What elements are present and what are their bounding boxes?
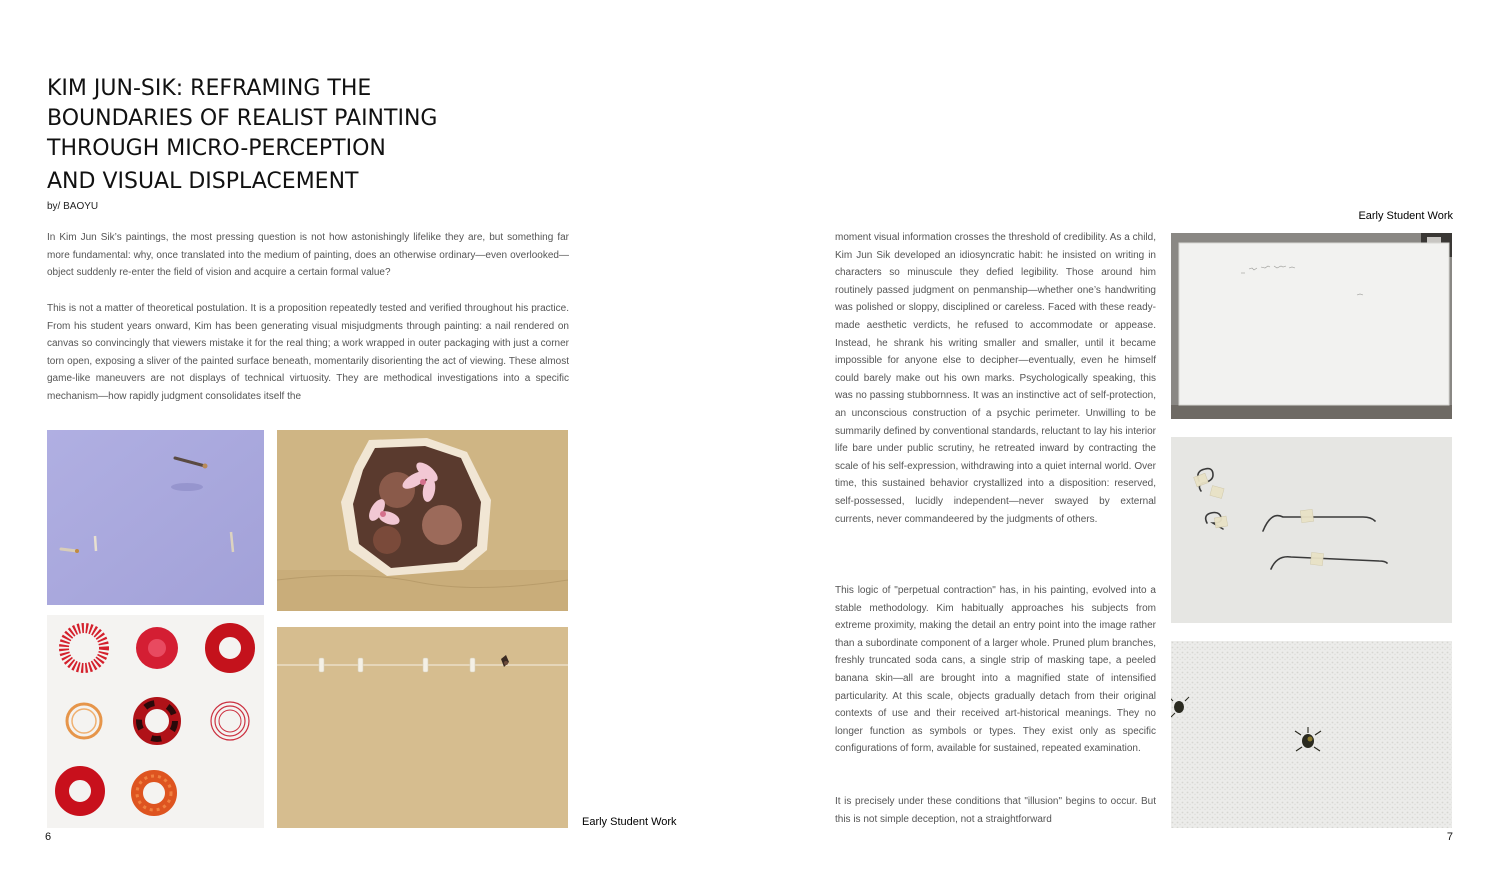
title-line-2: BOUNDARIES OF REALIST PAINTING [47, 106, 438, 131]
red-circles-painting [47, 615, 264, 828]
title-line-1: KIM JUN-SIK: REFRAMING THE [47, 76, 372, 101]
white-canvas-tiny-writing [1171, 233, 1452, 419]
body-paragraph-left-2: This is not a matter of theoretical postulation. It is a proposition repeatedly tested and verified throughout his practice. From his student years onward, Kim has been generating visual misjudgments through painting: a nail rendered on canvas so convincingly that viewers mistake it for the real thing; a work wrapped in outer packaging with just a corner torn open, exposing a sliver of the painted surface beneath, momentarily disorienting the act of viewing. These almost game-like maneuvers are not displays of technical virtuosity. They are methodical investigations into a specific mechanism—how rapidly judgment consolidates itself the [47, 303, 569, 402]
clothespins-on-kraft-painting [277, 627, 568, 828]
title-line-4: AND VISUAL DISPLACEMENT [47, 169, 359, 194]
title-line-3: THROUGH MICRO-PERCEPTION [47, 136, 386, 161]
article-title [47, 74, 567, 197]
page-number-left: 6 [45, 831, 52, 843]
caption-left: Early Student Work [582, 816, 677, 828]
wire-and-tape-painting [1171, 437, 1452, 623]
nails-on-lavender-painting [47, 430, 264, 605]
textured-white-with-insects [1171, 641, 1452, 828]
body-paragraph-left-1: In Kim Jun Sik’s paintings, the most pressing question is not how astonishingly lifelike they are, but something far more fundamental: why, once translated into the medium of painting, does an otherwise ordinary—even overlooked—object suddenly re-enter the field of vision and acquire a certain formal value? [47, 232, 569, 279]
page-number-right: 7 [1446, 831, 1453, 843]
torn-package-flower-painting [277, 430, 568, 611]
body-paragraph-right-3: It is precisely under these conditions that "illusion" begins to occur. But this is not simple deception, not a straightforward [835, 796, 1156, 825]
body-paragraph-right-1: moment visual information crosses the threshold of credibility. As a child, Kim Jun Sik developed an idiosyncratic habit: he insisted on writing in characters so minuscule they defied legibility. Those around him routinely passed judgment on penmanship—whether one’s handwriting was polished or sloppy, disciplined or careless. Faced with these ready-made aesthetic verdicts, he refused to accommodate or appease. Instead, he shrank his writing smaller and smaller, until it became impossible for anyone else to decipher—eventually, even he himself could barely make out his own marks. Psychologically speaking, this was no passing stubbornness. It was an instinctive act of self-protection, an unconscious construction of a psychic perimeter. Unwilling to be summarily defined by conventional standards, reluctant to lay his interior life bare under public scrutiny, he retreated inward by contracting the scale of his self-expression, withdrawing into a quiet internal world. Over time, this sustained behavior crystallized into a disposition: reserved, self-possessed, lucidly independent—never swayed by external currents, never commandeered by the judgments of others. [835, 232, 1156, 525]
body-paragraph-right-2: This logic of "perpetual contraction" has, in his painting, evolved into a stable methodology. Kim habitually approaches his subjects from extreme proximity, making the detail an entry point into the image rather than a subordinate component of a larger whole. Pruned plum branches, freshly truncated soda cans, a single strip of masking tape, a peeled banana skin—all are brought into a magnified state of intensified particularity. At this scale, objects gradually detach from their original contexts of use and their received art-historical meanings. They no longer function as symbols or types. They exist only as specific configurations of form, available for sustained, repeated examination. [835, 585, 1156, 755]
byline: by/ BAOYU [47, 201, 99, 212]
caption-right: Early Student Work [1358, 210, 1453, 222]
